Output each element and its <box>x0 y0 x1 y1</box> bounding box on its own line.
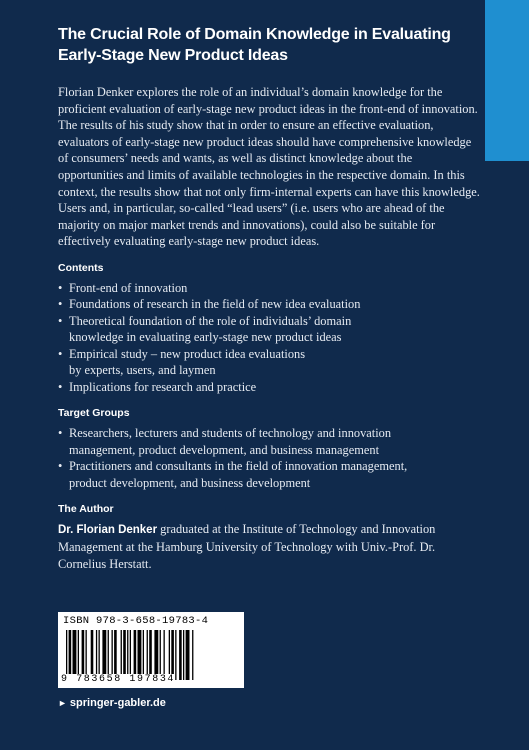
publisher-website[interactable] <box>58 697 166 709</box>
list-item <box>58 280 480 297</box>
list-item-line: product development, and business development <box>69 475 311 490</box>
author-bio-text: graduated at the Institute of Technology and Innovation Management at the Hamburg University of Technology with Univ.-Prof. Dr. Cornelius Herstatt. <box>58 522 436 571</box>
list-item-line: • Theoretical foundation of the role of individuals’ domain <box>69 313 352 328</box>
barcode-digits: 9 783658 197834 <box>61 674 176 685</box>
arrow-right-icon: ► <box>58 698 67 708</box>
list-item <box>58 313 480 346</box>
list-item <box>58 458 480 491</box>
barcode-bars <box>66 630 236 680</box>
target-groups-list <box>58 425 480 491</box>
list-item-line: • Empirical study – new product idea evaluations <box>69 346 306 361</box>
author-heading: The Author <box>58 503 114 516</box>
author-bio <box>58 521 480 572</box>
list-item-line: management, product development, and business management <box>69 442 380 457</box>
accent-bar <box>485 0 529 161</box>
list-item <box>58 346 480 379</box>
title-line-2: Early-Stage New Product Ideas <box>58 47 288 64</box>
book-title <box>58 24 480 66</box>
list-item-line: • Foundations of research in the field of new idea evaluation <box>69 297 361 312</box>
list-item <box>58 379 480 396</box>
website-text: springer-gabler.de <box>69 697 166 709</box>
author-name: Dr. Florian Denker <box>58 524 158 537</box>
intro-paragraph: Florian Denker explores the role of an individual’s domain knowledge for the proficient evaluation of early-stage new product ideas in the front-end of innovation. The results of his study show that in order to ensure an effective evaluation, evaluators of early-stage new product ideas should have comprehensive knowledge of consumers’ needs and wants, as well as distinct knowledge about the opportunities and limits of available technologies in the respective domain. In this context, the results show that not only firm-internal experts can have this knowledge. Users and, in particular, so-called “lead users” (i.e. users who are ahead of the majority on major market trends and innovations), could also be suitable for effectively evaluating early-stage new product ideas. <box>58 85 480 249</box>
list-item-line: by experts, users, and laymen <box>69 363 216 378</box>
list-item-line: knowledge in evaluating early-stage new product ideas <box>69 330 342 345</box>
list-item <box>58 425 480 458</box>
back-cover-content <box>58 24 480 572</box>
contents-heading: Contents <box>58 261 104 274</box>
target-groups-heading: Target Groups <box>58 407 130 420</box>
contents-list <box>58 280 480 396</box>
list-item-line: • Implications for research and practice <box>69 379 257 394</box>
list-item <box>58 296 480 313</box>
list-item-line: • Practitioners and consultants in the field of innovation management, <box>69 459 408 474</box>
isbn-barcode <box>58 612 244 688</box>
title-line-1: The Crucial Role of Domain Knowledge in Evaluating <box>58 26 451 43</box>
isbn-label: ISBN 978-3-658-19783-4 <box>63 615 209 627</box>
list-item-line: • Researchers, lecturers and students of technology and innovation <box>69 426 392 441</box>
list-item-line: • Front-end of innovation <box>69 280 188 295</box>
